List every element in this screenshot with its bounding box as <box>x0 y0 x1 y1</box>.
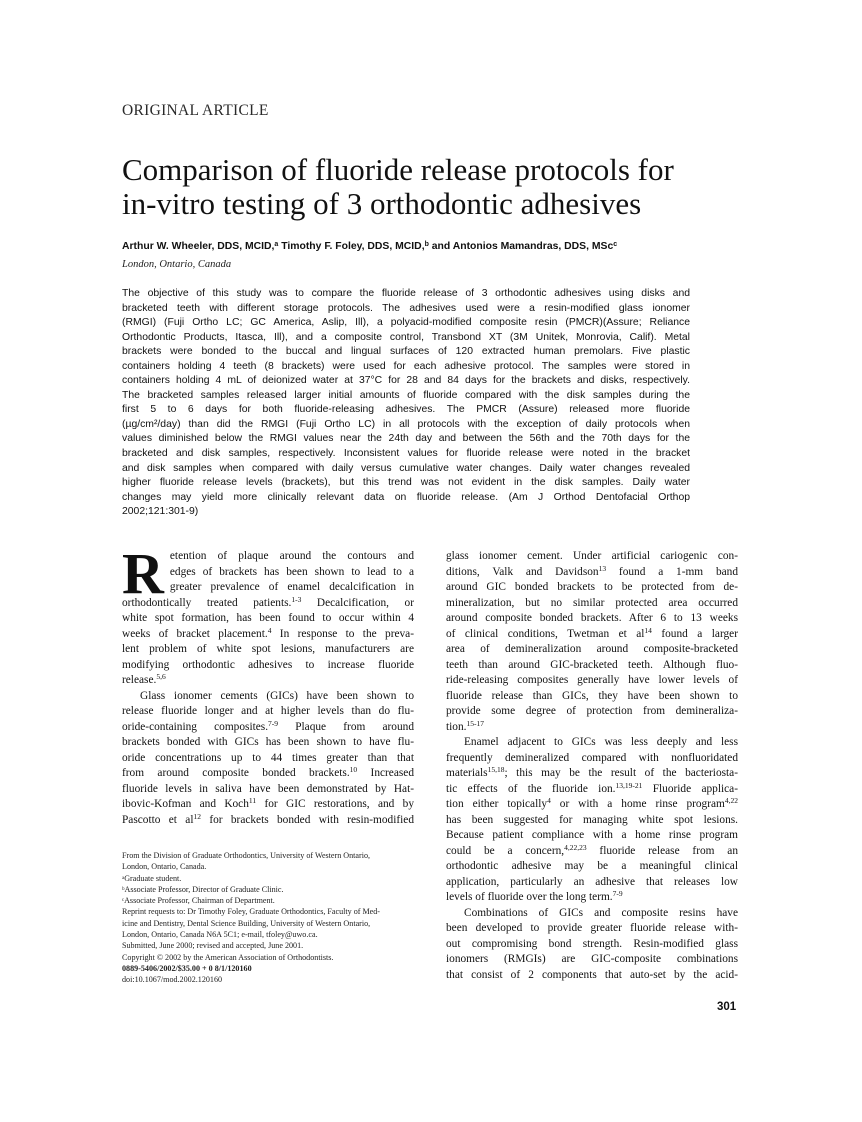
text-fragment: release fluoride longer and at higher levels than do flu- <box>122 705 414 717</box>
text-line <box>122 751 414 767</box>
abstract-line: first 5 to 6 days for both fluoride-releasing adhesives. The PMCR (Assure) released more fluoride <box>122 404 690 416</box>
text-line <box>446 720 738 736</box>
text-line <box>446 751 738 767</box>
text-fragment: Combinations of GICs and composite resins have <box>464 906 738 919</box>
text-fragment: tion either topically <box>446 798 548 810</box>
text-fragment: ionomers (RMGIs) are GIC-composite combinations <box>446 953 738 965</box>
text-line <box>446 828 738 844</box>
author-affiliation-mark: c <box>613 241 618 248</box>
text-fragment: for brackets bonded with resin-modified <box>200 813 414 826</box>
footnote-line: doi:10.1067/mod.2002.120160 <box>122 975 223 985</box>
text-fragment: fluoride release than GICs, they have been shown to <box>446 689 738 702</box>
text-fragment: has been suggested for managing white spot lesions. <box>446 813 738 826</box>
text-line <box>446 611 738 627</box>
citation: 4,22,23 <box>564 842 587 852</box>
text-fragment: modifying orthodontic adhesives to increase fluoride <box>122 658 414 671</box>
article-title <box>122 153 762 221</box>
text-line <box>122 813 414 829</box>
text-line <box>122 704 414 720</box>
abstract-line: containers holding 4 mL of deionized water at 37°C for 28 and 84 days for the brackets and disks, respectively. <box>122 375 690 387</box>
text-line <box>446 921 738 937</box>
citation: 4 <box>547 796 551 805</box>
text-fragment: tion. <box>446 720 467 733</box>
section-label: ORIGINAL ARTICLE <box>122 102 269 119</box>
text-fragment: of clinical conditions, Twetman et al <box>446 627 645 640</box>
text-line <box>446 565 738 581</box>
text-line <box>446 890 738 906</box>
title-line: in-vitro testing of 3 orthodontic adhesives <box>122 186 642 221</box>
author-name: Timothy F. Foley, DDS, MCID, <box>278 241 425 252</box>
abstract-line: changes may yield more clinically relevant data on fluoride release. (Am J Orthod Dentofacial Orthop <box>122 491 690 503</box>
citation: 11 <box>248 796 257 805</box>
text-fragment: Plaque from around <box>278 720 414 733</box>
text-line <box>446 549 738 565</box>
text-fragment: Pascotto et al <box>122 813 194 826</box>
text-fragment: white spot formation, has been found to occur within 4 <box>122 612 414 624</box>
body-column-right <box>446 549 738 983</box>
text-fragment: weeks of bracket placement. <box>122 627 268 640</box>
text-line <box>446 596 738 612</box>
author-affiliation-mark: b <box>424 241 429 248</box>
footnote-line: From the Division of Graduate Orthodontics, University of Western Ontario, <box>122 851 371 860</box>
text-line <box>446 875 738 891</box>
text-line <box>446 658 738 674</box>
author-list <box>122 241 762 252</box>
footnote-line: icine and Dentistry, Dental Science Building, University of Western Ontario, <box>122 918 371 928</box>
text-line: edges of brackets has been shown to lead to a <box>169 565 414 578</box>
abstract-line: and disk samples when compared with daily versus cumulative water changes. Daily water changes revealed <box>122 462 690 474</box>
text-fragment: out compromising bond strength. Resin-modified glass <box>446 937 738 950</box>
text-fragment: around composite bonded brackets. After 6 to 13 weeks <box>446 612 738 624</box>
text-fragment: around GIC bonded brackets to be protected from de- <box>446 581 738 593</box>
citation: 4 <box>267 625 272 635</box>
text-line <box>446 859 738 875</box>
citation: 7-9 <box>612 889 623 898</box>
text-fragment: application, particularly an adhesive that releases low <box>446 875 738 888</box>
text-fragment: oride-containing composites. <box>122 720 269 733</box>
footnote-line: London, Ontario, Canada. <box>122 862 207 872</box>
page-number: 301 <box>717 1001 737 1013</box>
text-line <box>446 906 738 922</box>
text-fragment: provide some degree of protection from demineraliza- <box>446 705 738 717</box>
abstract-line: brackets were bonded to the buccal and lingual surfaces of 120 extracted human premolars. Five plastic <box>122 346 690 358</box>
footnote-line: 0889-5406/2002/$35.00 + 0 8/1/120160 <box>122 963 252 973</box>
abstract-line: 2002;121:301-9) <box>122 506 199 518</box>
text-line <box>122 720 414 736</box>
text-fragment: orthodontic adhesive may be a meaningful clinical <box>446 860 738 872</box>
citation: 12 <box>193 811 201 821</box>
text-line <box>446 735 738 751</box>
footnote-line: London, Ontario, Canada N6A 5C1; e-mail, tfoley@uwo.ca. <box>122 930 318 940</box>
text-fragment: release. <box>122 674 157 686</box>
text-line <box>122 735 414 751</box>
footnote-line: Copyright © 2002 by the American Association of Orthodontists. <box>122 952 334 962</box>
text-fragment: ride-releasing composites generally have lower levels of <box>446 674 738 686</box>
text-fragment: ; this may be the result of the bacteriosta- <box>504 767 738 779</box>
text-fragment: ibovic-Kofman and Koch <box>122 798 249 810</box>
text-fragment: Because patient compliance with a home rinse program <box>446 829 738 841</box>
text-line <box>446 704 738 720</box>
text-line <box>122 627 414 643</box>
citation: 7-9 <box>268 718 279 728</box>
text-line <box>122 673 414 689</box>
abstract-line: values diminished below the RMGI values near the 24th day and between the 56th and the 70th days for the <box>122 433 690 445</box>
text-fragment: found a 1-mm band <box>606 565 738 578</box>
footnotes <box>122 850 418 986</box>
text-fragment: Glass ionomer cements (GICs) have been shown to <box>140 689 414 702</box>
text-fragment: tic effects of the fluoride ion. <box>446 782 616 795</box>
text-fragment: that consist of 2 components that auto-set by the acid- <box>446 968 738 981</box>
text-line <box>446 782 738 798</box>
title-line: Comparison of fluoride release protocols for <box>122 152 674 187</box>
footnote-line: Reprint requests to: Dr Timothy Foley, Graduate Orthodontics, Faculty of Med- <box>122 907 380 917</box>
text-line <box>446 673 738 689</box>
footnote-line: ᵃGraduate student. <box>122 873 182 883</box>
text-fragment: Decalcification, or <box>301 596 414 609</box>
citation: 15-17 <box>466 718 484 728</box>
text-line <box>122 689 414 705</box>
text-line <box>122 766 414 782</box>
abstract-line: (RMGI) (Fuji Ortho LC; GC America, Aslip, Ill), a polyacid-modified composite resin (PMCR)(Assure; Reliance <box>122 317 690 329</box>
text-fragment: orthodontically treated patients. <box>122 596 292 609</box>
text-line <box>446 627 738 643</box>
text-fragment: In response to the preva- <box>271 627 414 640</box>
citation: 5,6 <box>156 672 166 681</box>
text-line <box>446 844 738 860</box>
text-fragment: could be a concern, <box>446 844 565 857</box>
text-line <box>446 797 738 813</box>
author-name: and Antonios Mamandras, DDS, MSc <box>428 241 614 252</box>
text-line <box>446 813 738 829</box>
text-line <box>446 952 738 968</box>
text-fragment: found a larger <box>651 627 738 640</box>
abstract <box>122 287 690 520</box>
text-line <box>122 782 414 798</box>
abstract-line: (µg/cm²/day) than did the RMGI (Fuji Ortho LC) in all protocols with the exception of daily protocols when <box>122 418 690 430</box>
citation: 15,18 <box>487 765 505 774</box>
citation: 13,19-21 <box>615 780 643 790</box>
citation: 13 <box>598 563 607 573</box>
text-line <box>446 642 738 658</box>
author-location: London, Ontario, Canada <box>122 259 232 270</box>
text-fragment: frequently demineralized compared with nonfluoridated <box>446 751 738 764</box>
text-fragment: oride concentrations up to 44 times greater than that <box>122 751 414 764</box>
left-column-text <box>122 596 414 829</box>
text-fragment: or with a home rinse program <box>550 798 725 810</box>
text-fragment: been developed to provide greater fluoride release with- <box>446 922 738 934</box>
text-line <box>446 968 738 984</box>
abstract-line: containers holding 4 teeth (8 brackets) were used for each adhesive protocol. The samples were stored in <box>122 360 690 372</box>
citation: 10 <box>349 765 358 774</box>
body-column-left <box>122 541 414 828</box>
footnote-line: ᵇAssociate Professor, Director of Graduate Clinic. <box>122 884 284 894</box>
text-fragment: for GIC restorations, and by <box>256 798 414 810</box>
text-line <box>122 797 414 813</box>
text-fragment: from around composite bonded brackets. <box>122 767 350 779</box>
abstract-line: The objective of this study was to compare the fluoride release of 3 orthodontic adhesives using disks and <box>122 288 690 299</box>
text-fragment: fluoride release from an <box>586 844 738 857</box>
footnote-line: Submitted, June 2000; revised and accepted, June 2001. <box>122 941 304 951</box>
text-line <box>122 658 414 674</box>
text-line <box>122 642 414 658</box>
author-affiliation-mark: a <box>274 241 279 248</box>
citation: 4,22 <box>724 796 738 805</box>
text-fragment: levels of fluoride over the long term. <box>446 891 613 903</box>
footnote-line: ᶜAssociate Professor, Chairman of Department. <box>122 896 275 906</box>
text-fragment: teeth than around GIC-bracketed teeth. Although fluo- <box>446 658 738 671</box>
text-fragment: area of demineralization around composite-bracketed <box>446 643 738 655</box>
abstract-line: The bracketed samples released larger initial amounts of fluoride compared with the disk samples during the <box>122 389 690 401</box>
author-name: Arthur W. Wheeler, DDS, MCID, <box>122 241 275 252</box>
right-column-text <box>446 549 738 983</box>
text-fragment: mineralization, but no similar protected area occurred <box>446 596 738 609</box>
citation: 1-3 <box>291 594 302 604</box>
text-fragment: ditions, Valk and Davidson <box>446 565 599 578</box>
text-fragment: fluoride levels in saliva have been demonstrated by Hat- <box>122 782 414 795</box>
text-line <box>122 596 414 612</box>
text-line: etention of plaque around the contours and <box>169 550 414 562</box>
text-fragment: lent problem of white spot lesions, manufacturers are <box>122 643 414 655</box>
text-fragment: Enamel adjacent to GICs was less deeply and less <box>464 736 738 748</box>
text-fragment: materials <box>446 767 488 779</box>
text-line <box>446 689 738 705</box>
abstract-line: bracketed teeth with different storage protocols. The adhesives used were a resin-modified glass ionomer <box>122 302 690 314</box>
text-line <box>446 937 738 953</box>
text-fragment: Increased <box>357 767 414 779</box>
abstract-line: Orthodontic Products, Itasca, Ill), and a composite control, Transbond XT (3M Unitek, Monrovia, Calif). Metal <box>122 331 690 343</box>
text-fragment: Fluoride applica- <box>642 782 738 795</box>
text-line <box>446 580 738 596</box>
citation: 14 <box>644 625 652 635</box>
text-fragment: brackets bonded with GICs has been shown to have flu- <box>122 736 414 748</box>
drop-cap: R <box>122 541 164 606</box>
text-line: greater prevalence of enamel decalcification in <box>169 581 414 593</box>
abstract-line: higher fluoride release levels (brackets), but this trend was not evident in the disk samples. Daily water <box>122 477 690 489</box>
abstract-line: bracketed and disk samples, respectively. Inconsistent values for fluoride release were noted in the bracket <box>122 448 690 460</box>
text-line <box>122 611 414 627</box>
text-line <box>446 766 738 782</box>
text-fragment: glass ionomer cement. Under artificial cariogenic con- <box>446 550 738 562</box>
